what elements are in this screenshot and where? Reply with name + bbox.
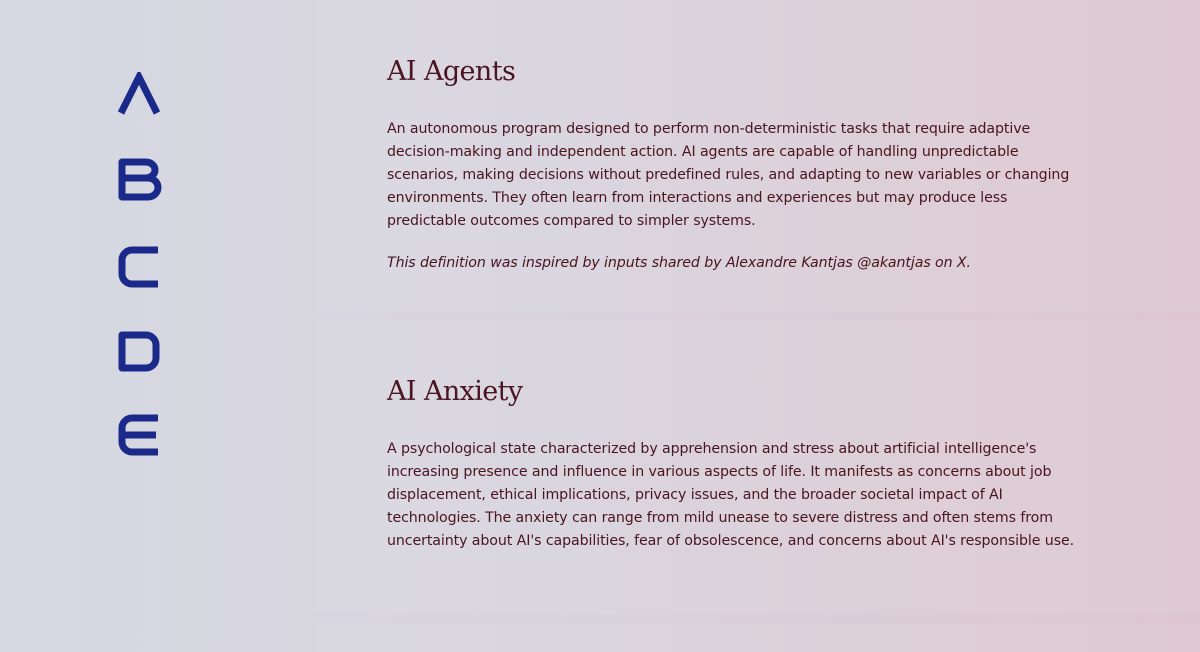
- definition-line: technologies. The anxiety can range from mild unease to severe distress and often stems from: [387, 510, 1053, 526]
- alphabet-letter-label: [116, 202, 117, 203]
- glossary-entry-ai-agents: [314, 0, 1200, 312]
- glossary-entry-ai-anxiety: [314, 320, 1200, 614]
- alphabet-nav: [0, 0, 314, 652]
- entry-credit: This definition was inspired by inputs shared by Alexandre Kantjas @akantjas on X.: [387, 255, 971, 271]
- alphabet-letter-label: [116, 118, 117, 119]
- entry-definition: [387, 438, 1087, 553]
- definition-line: predictable outcomes compared to simpler systems.: [387, 213, 756, 229]
- alphabet-letter-a[interactable]: [116, 72, 162, 118]
- alphabet-letter-c[interactable]: [116, 244, 162, 290]
- definition-line: displacement, ethical implications, privacy issues, and the broader societal impact of AI: [387, 487, 1003, 503]
- letter-c-glyph: [116, 244, 162, 290]
- alphabet-letter-label: [116, 458, 117, 459]
- entry-definition: [387, 118, 1087, 233]
- letter-e-glyph: [116, 412, 162, 458]
- letter-a-glyph: [116, 72, 162, 118]
- alphabet-letter-d[interactable]: [116, 328, 162, 374]
- definition-line: decision-making and independent action. AI agents are capable of handling unpredictable: [387, 144, 1019, 160]
- alphabet-letter-label: [116, 290, 117, 291]
- entry-title: AI Anxiety: [387, 376, 523, 407]
- alphabet-letter-label: [116, 374, 117, 375]
- definition-line: An autonomous program designed to perform non-deterministic tasks that require adaptive: [387, 121, 1031, 137]
- letter-b-glyph: [116, 156, 162, 202]
- letter-d-glyph: [116, 328, 162, 374]
- definition-line: A psychological state characterized by apprehension and stress about artificial intelligence's: [387, 441, 1037, 457]
- definition-line: scenarios, making decisions without predefined rules, and adapting to new variables or changing: [387, 167, 1070, 183]
- entry-title: AI Agents: [387, 56, 516, 87]
- definition-line: increasing presence and influence in various aspects of life. It manifests as concerns about job: [387, 464, 1052, 480]
- definition-line: uncertainty about AI's capabilities, fear of obsolescence, and concerns about AI's responsible use.: [387, 533, 1075, 549]
- alphabet-letter-b[interactable]: [116, 156, 162, 202]
- definition-line: environments. They often learn from interactions and experiences but may produce less: [387, 190, 1008, 206]
- glossary-entry-next: [314, 624, 1200, 652]
- alphabet-letter-e[interactable]: [116, 412, 162, 458]
